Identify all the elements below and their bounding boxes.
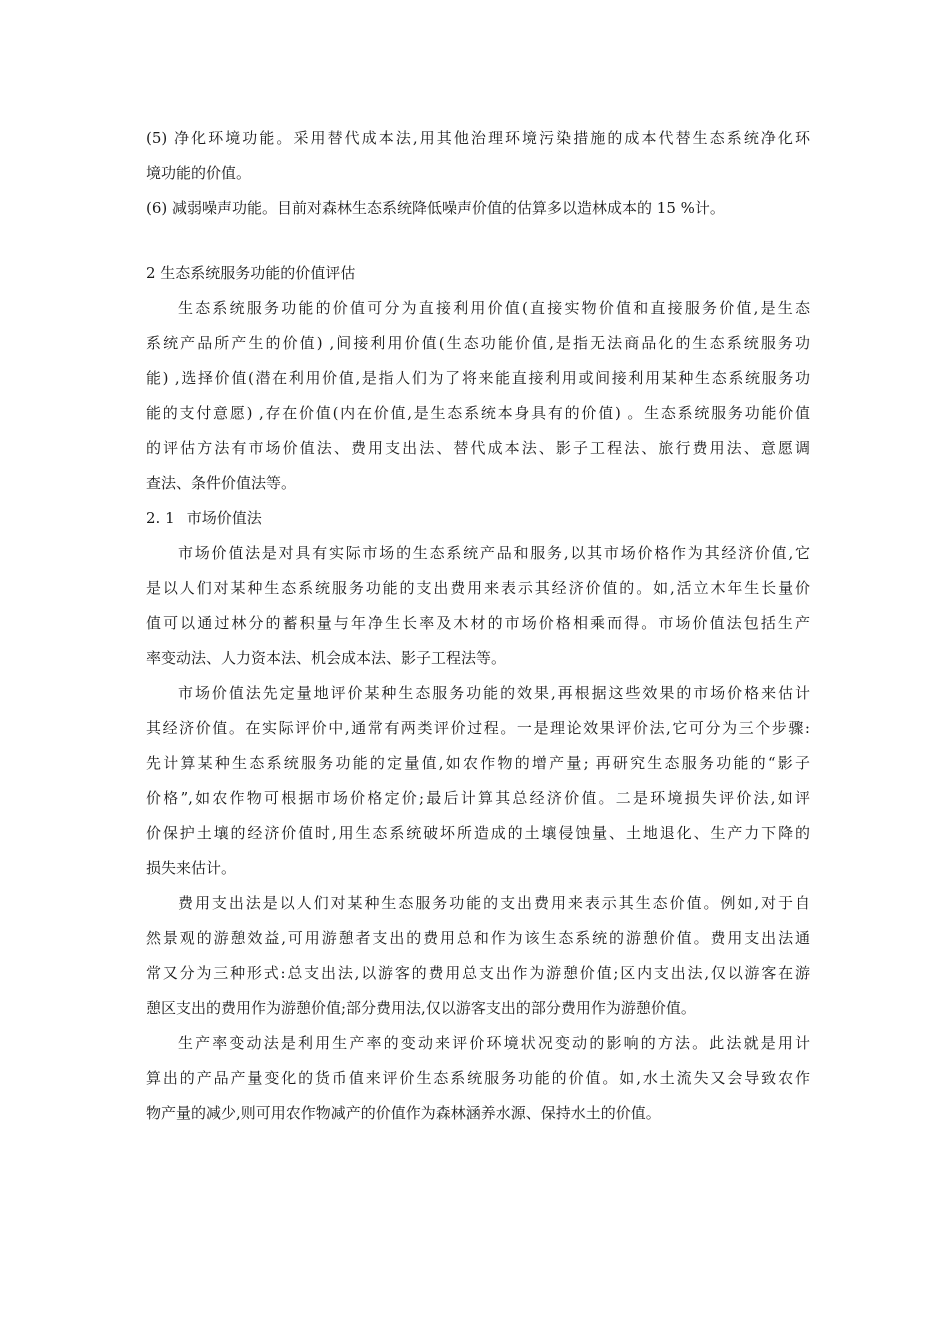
spacer bbox=[146, 226, 810, 256]
document-body bbox=[146, 121, 810, 1131]
text-line: 查法、条件价值法等。 bbox=[146, 474, 297, 492]
text-line: 系统产品所产生的价值) ,间接利用价值(生态功能价值,是指无法商品化的生态系统服务功 bbox=[146, 334, 810, 352]
text-line: 常又分为三种形式:总支出法,以游客的费用总支出作为游憩价值;区内支出法,仅以游客在游 bbox=[146, 964, 810, 982]
text-line: 憩区支出的费用作为游憩价值;部分费用法,仅以游客支出的部分费用作为游憩价值。 bbox=[146, 999, 696, 1017]
text-line: 其经济价值。在实际评价中,通常有两类评价过程。一是理论效果评价法,它可分为三个步骤: bbox=[146, 719, 810, 737]
list-item-purify-environment bbox=[146, 121, 810, 191]
list-item-noise-reduction bbox=[146, 191, 810, 226]
text-line: 价保护土壤的经济价值时,用生态系统破坏所造成的土壤侵蚀量、土地退化、生产力下降的 bbox=[146, 824, 810, 842]
text-line: 的评估方法有市场价值法、费用支出法、替代成本法、影子工程法、旅行费用法、意愿调 bbox=[146, 439, 810, 457]
paragraph bbox=[146, 536, 810, 676]
text-line: 境功能的价值。 bbox=[146, 164, 252, 182]
text-line: 能) ,选择价值(潜在利用价值,是指人们为了将来能直接利用或间接利用某种生态系统服务功 bbox=[146, 369, 810, 387]
paragraph bbox=[146, 291, 810, 501]
text-line: 生态系统服务功能的价值可分为直接利用价值(直接实物价值和直接服务价值,是生态 bbox=[178, 299, 810, 317]
subsection-heading bbox=[146, 501, 810, 536]
text-line: 价格”,如农作物可根据市场价格定价;最后计算其总经济价值。二是环境损失评价法,如评 bbox=[146, 789, 810, 807]
text-line: (5) 净化环境功能。采用替代成本法,用其他治理环境污染措施的成本代替生态系统净化环 bbox=[146, 129, 810, 147]
text-line: 率变动法、人力资本法、机会成本法、影子工程法等。 bbox=[146, 649, 507, 667]
text-line: 值可以通过林分的蓄积量与年净生长率及木材的市场价格相乘而得。市场价值法包括生产 bbox=[146, 614, 810, 632]
paragraph bbox=[146, 886, 810, 1026]
text-line: 能的支付意愿) ,存在价值(内在价值,是生态系统本身具有的价值) 。生态系统服务功能价值 bbox=[146, 404, 810, 422]
paragraph bbox=[146, 676, 810, 886]
text-line: 生产率变动法是利用生产率的变动来评价环境状况变动的影响的方法。此法就是用计 bbox=[178, 1034, 810, 1052]
paragraph bbox=[146, 1026, 810, 1131]
text-line: 是以人们对某种生态系统服务功能的支出费用来表示其经济价值的。如,活立木年生长量价 bbox=[146, 579, 810, 597]
text-line: 损失来估计。 bbox=[146, 859, 237, 877]
text-line: 然景观的游憩效益,可用游憩者支出的费用总和作为该生态系统的游憩价值。费用支出法通 bbox=[146, 929, 810, 947]
section-heading: 2 生态系统服务功能的价值评估 bbox=[146, 264, 356, 282]
text-line: 市场价值法先定量地评价某种生态服务功能的效果,再根据这些效果的市场价格来估计 bbox=[178, 684, 810, 702]
text-line: 物产量的减少,则可用农作物减产的价值作为森林涵养水源、保持水土的价值。 bbox=[146, 1104, 661, 1122]
text-line: 先计算某种生态系统服务功能的定量值,如农作物的增产量; 再研究生态服务功能的“影子 bbox=[146, 754, 810, 772]
text-line: 市场价值法是对具有实际市场的生态系统产品和服务,以其市场价格作为其经济价值,它 bbox=[178, 544, 810, 562]
text-line: 算出的产品产量变化的货币值来评价生态系统服务功能的价值。如,水土流失又会导致农作 bbox=[146, 1069, 810, 1087]
text-line: 费用支出法是以人们对某种生态服务功能的支出费用来表示其生态价值。例如,对于自 bbox=[178, 894, 810, 912]
text-line: (6) 减弱噪声功能。目前对森林生态系统降低噪声价值的估算多以造林成本的 15 %计。 bbox=[146, 199, 725, 217]
subsection-number: 2. 1 bbox=[146, 509, 175, 527]
subsection-title: 市场价值法 bbox=[186, 509, 262, 527]
